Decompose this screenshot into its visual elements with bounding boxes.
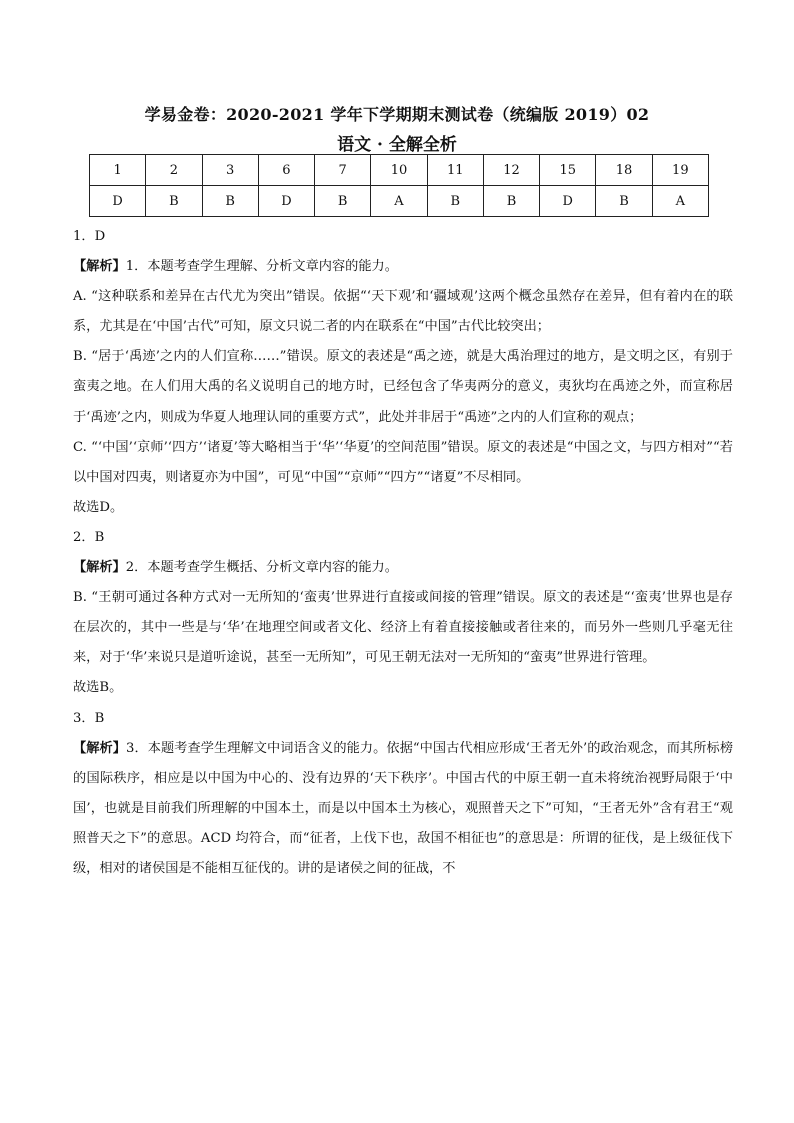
q2-heading: 2．B <box>73 529 105 545</box>
q1-intro <box>73 252 733 282</box>
q3-analysis <box>73 734 733 884</box>
analysis-tag: 【解析】 <box>73 560 126 576</box>
question-number-cell: 15 <box>540 155 596 186</box>
answer-cell: D <box>90 186 146 217</box>
document-title: 学易金卷：2020-2021 学年下学期期末测试卷（统编版 2019）02 <box>144 105 650 124</box>
answer-cell: B <box>202 186 258 217</box>
document-subtitle: 语文 · 全解全析 <box>337 135 457 155</box>
answer-table-answer-row <box>90 186 709 217</box>
question-number-cell: 12 <box>483 155 539 186</box>
question-number-cell: 11 <box>427 155 483 186</box>
answer-cell: A <box>371 186 427 217</box>
q3-heading: 3．B <box>73 710 105 726</box>
analysis-body <box>73 222 733 884</box>
answer-cell: B <box>596 186 652 217</box>
answer-table-number-row <box>90 155 709 186</box>
question-number-cell: 7 <box>315 155 371 186</box>
q2-option-b: B. “王朝可通过各种方式对一无所知的‘蛮夷’世界进行直接或间接的管理”错误。原文的表述是“‘蛮夷’世界也是存在层次的，其中一些是与‘华’在地理空间或者文化、经济上有着直接接触或者往来的，而另外一些则几乎毫无往来，对于‘华’来说只是道听途说，甚至一无所知”，可见王朝无法对一无所知的“蛮夷”世界进行管理。 <box>73 590 733 666</box>
question-number-cell: 2 <box>146 155 202 186</box>
q3-analysis-text: 3．本题考查学生理解文中词语含义的能力。依据“中国古代相应形成‘王者无外’的政治观念，而其所标榜的国际秩序，相应是以中国为中心的、没有边界的‘天下秩序’。中国古代的中原王朝一直未将统治视野局限于‘中国’，也就是目前我们所理解的中国本土，而是以中国本土为核心，观照普天之下”可知，“王者无外”含有君王“观照普天之下”的意思。ACD 均符合，而“征者，上伐下也，敌国不相征也”的意思是：所谓的征伐，是上级征伐下级，相对的诸侯国是不能相互征伐的。讲的是诸侯之间的征战，不 <box>73 740 734 876</box>
analysis-tag: 【解析】 <box>73 740 127 756</box>
q1-heading: 1．D <box>73 229 106 244</box>
answer-cell: B <box>483 186 539 217</box>
q2-conclusion: 故选B。 <box>73 680 123 696</box>
q1-conclusion: 故选D。 <box>73 499 124 515</box>
q1-option-c: C. “‘中国’‘京师’‘四方’‘诸夏’等大略相当于‘华’‘华夏’的空间范围”错误。原文的表述是“中国之文，与四方相对”“若以中国对四夷，则诸夏亦为中国”，可见“中国”“京师”“四方”“诸夏”不尽相同。 <box>73 439 733 485</box>
q2-intro <box>73 553 733 583</box>
question-number-cell: 18 <box>596 155 652 186</box>
answer-cell: B <box>315 186 371 217</box>
answer-cell: D <box>540 186 596 217</box>
answer-cell: B <box>427 186 483 217</box>
q1-option-a: A. “这种联系和差异在古代尤为突出”错误。依据“‘天下观’和‘疆域观’这两个概念虽然存在差异，但有着内在的联系，尤其是在‘中国’古代”可知，原文只说二者的内在联系在“中国”古代比较突出； <box>73 289 733 335</box>
q2-intro-text: 2．本题考查学生概括、分析文章内容的能力。 <box>125 560 398 576</box>
answer-cell: B <box>146 186 202 217</box>
question-number-cell: 6 <box>258 155 314 186</box>
question-number-cell: 19 <box>652 155 708 186</box>
question-number-cell: 3 <box>202 155 258 186</box>
answer-table <box>89 154 709 217</box>
q1-option-b: B. “居于‘禹迹’之内的人们宣称……”错误。原文的表述是“禹之迹，就是大禹治理过的地方，是文明之区，有别于蛮夷之地。在人们用大禹的名义说明自己的地方时，已经包含了华夷两分的意义，夷狄均在禹迹之外，而宣称居于‘禹迹’之内，则成为华夏人地理认同的重要方式”，此处并非居于“禹迹”之内的人们宣称的观点； <box>73 349 733 425</box>
q1-intro-text: 1．本题考查学生理解、分析文章内容的能力。 <box>125 259 398 275</box>
answer-cell: D <box>258 186 314 217</box>
answer-cell: A <box>652 186 708 217</box>
question-number-cell: 1 <box>90 155 146 186</box>
question-number-cell: 10 <box>371 155 427 186</box>
analysis-tag: 【解析】 <box>73 259 126 275</box>
